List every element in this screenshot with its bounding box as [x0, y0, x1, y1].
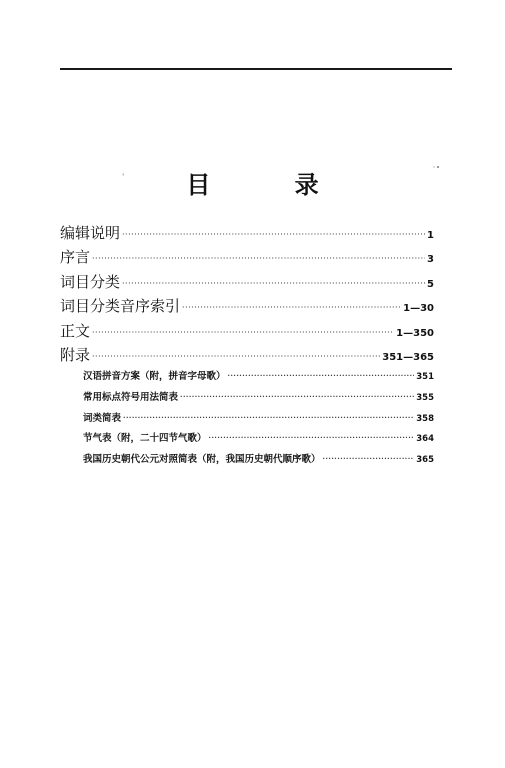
toc-entry-page: 1—350	[396, 327, 434, 339]
toc-subentry-label: 常用标点符号用法简表	[83, 391, 179, 403]
dot-leader	[92, 321, 394, 339]
dot-leader	[92, 247, 425, 265]
toc-entry-label: 词目分类音序索引	[60, 297, 181, 316]
toc-entry-editorial-notes[interactable]	[60, 222, 434, 246]
toc-entry-label: 附录	[60, 345, 91, 364]
dot-leader	[209, 432, 415, 443]
toc-subentry-label: 词类简表	[83, 412, 122, 424]
toc-entry-appendix[interactable]	[60, 344, 434, 368]
dot-leader	[182, 296, 401, 314]
dot-leader	[180, 391, 414, 402]
toc-subentry-punctuation[interactable]	[60, 389, 434, 410]
dot-leader	[228, 370, 415, 381]
toc-entry-page: 1	[427, 230, 434, 241]
toc-subentry-page: 355	[416, 392, 434, 403]
toc-entry-preface[interactable]	[60, 246, 434, 270]
dot-leader	[92, 345, 380, 363]
toc-entry-index[interactable]	[60, 295, 434, 319]
toc-entry-label: 词目分类	[60, 272, 121, 291]
toc-subentry-page: 364	[416, 434, 434, 445]
toc-entry-label: 编辑说明	[60, 224, 121, 242]
toc-entry-main-text[interactable]	[60, 320, 434, 344]
print-speck: ˈ	[122, 173, 125, 182]
dot-leader	[122, 272, 425, 290]
toc-entry-classification[interactable]	[60, 271, 434, 295]
toc-subentry-dynasties[interactable]	[60, 451, 434, 472]
toc-subentry-solar-terms[interactable]	[60, 430, 434, 451]
toc-entry-page: 351—365	[382, 351, 434, 363]
page-title: 目 录	[186, 170, 357, 199]
print-speck: ˙˚	[432, 166, 440, 175]
toc-subentry-page: 365	[416, 454, 434, 465]
toc-subentry-label: 我国历史朝代公元对照简表（附，我国历史朝代顺序歌）	[83, 453, 321, 465]
dot-leader	[122, 223, 425, 241]
toc-entry-page: 1—30	[403, 303, 434, 315]
toc-subentry-word-classes[interactable]	[60, 410, 434, 431]
table-of-contents	[60, 222, 434, 471]
top-rule-divider	[60, 68, 452, 70]
dot-leader	[323, 453, 415, 464]
toc-subentry-page: 351	[416, 372, 434, 383]
toc-entry-label: 正文	[60, 321, 91, 340]
toc-entry-page: 5	[427, 278, 434, 290]
toc-subentry-label: 节气表（附，二十四节气歌）	[83, 433, 207, 445]
toc-entry-label: 序言	[60, 248, 91, 267]
toc-subentry-label: 汉语拼音方案（附，拼音字母歌）	[83, 371, 226, 383]
toc-subentry-pinyin-scheme[interactable]	[60, 368, 434, 389]
dot-leader	[123, 412, 414, 423]
toc-subentry-page: 358	[416, 413, 434, 424]
toc-entry-page: 3	[427, 254, 434, 266]
